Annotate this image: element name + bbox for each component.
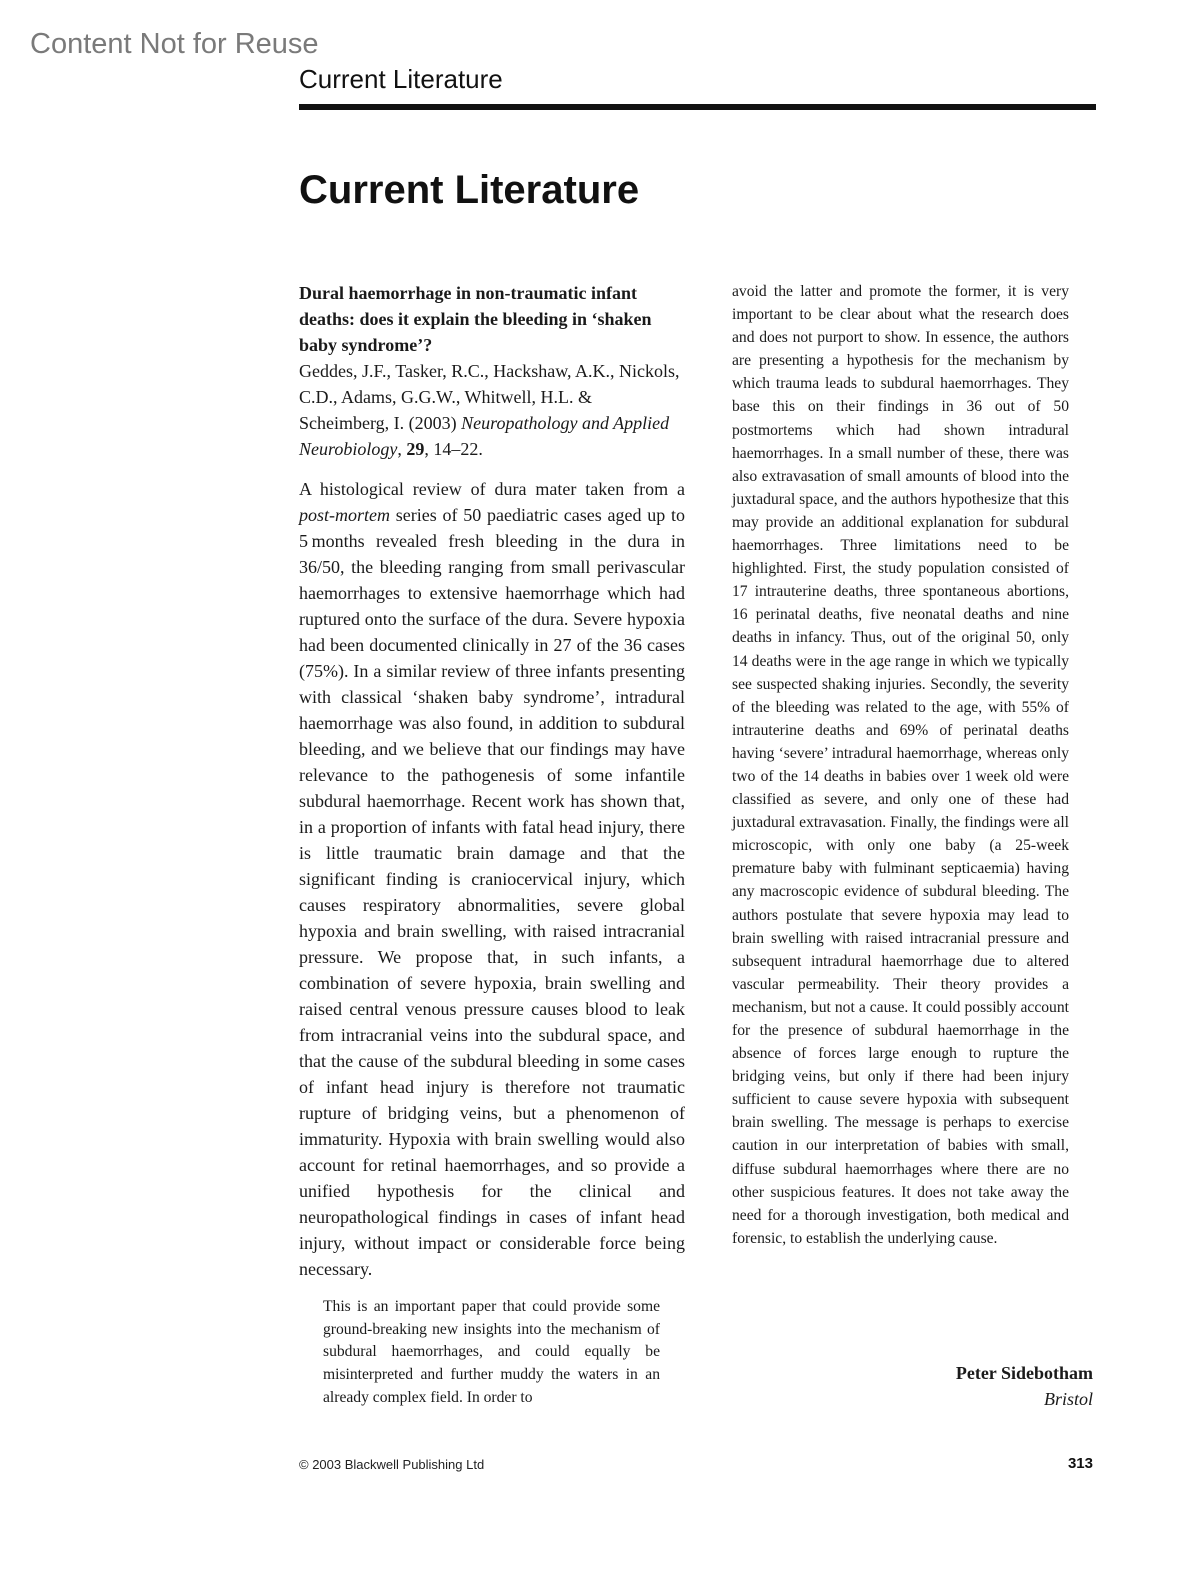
- citation-pages: , 14–22.: [424, 439, 483, 459]
- citation-journal: Neuropathology and Applied Neurobiology: [299, 413, 670, 459]
- reviewer-name: Peter Sidebotham: [955, 1363, 1093, 1383]
- abstract-text-rest: series of 50 paediatric cases aged up to 5 months revealed fresh bleeding in the dura in 36/50, the bleeding ranging from small perivascular haemorrhages to extensive haemorrhage which had ruptured onto the surface of the dura. Severe hypoxia had been documented clinically in 27 of the 36 cases (75%). In a similar review of three infants presenting with classical ‘shaken baby syndrome’, intradural haemorrhage was also found, in addition to subdural bleeding, and we believe that our findings may have relevance to the pathogenesis of some infantile subdural haemorrhage. Recent work has shown that, in a proportion of infants with fatal head injury, there is little traumatic brain damage and that the significant finding is craniocervical injury, which causes respiratory abnormalities, severe global hypoxia and brain swelling, with raised intracranial pressure. We propose that, in such infants, a combination of severe hypoxia, brain swelling and raised central venous pressure causes blood to leak from intracranial veins into the subdural space, and that the cause of the subdural bleeding in some cases of infant head injury is therefore not traumatic rupture of bridging veins, but a phenomenon of immaturity. Hypoxia with brain swelling would also account for retinal haemorrhages, and so provide a unified hypothesis for the clinical and neuropathological findings in cases of infant head injury, without impact or considerable force being necessary.: [299, 505, 685, 1279]
- reviewer-signature: [956, 1360, 1093, 1412]
- citation-volume: 29: [406, 439, 425, 459]
- reviewer-place: Bristol: [1043, 1389, 1093, 1409]
- article-abstract: [299, 476, 685, 1282]
- watermark: Content Not for Reuse: [30, 28, 319, 60]
- citation: Geddes, J.F., Tasker, R.C., Hackshaw, A.K., Nickols, C.D., Adams, G.G.W., Whitwell, H.L. & Scheimberg, I. (2003) Neuropathology and Applied Neurobiology, 29, 14–22.: [299, 361, 680, 459]
- abstract-italic-term: post-mortem: [299, 505, 390, 525]
- abstract-text-start: A histological review of dura mater taken from a: [299, 479, 685, 499]
- right-column: [732, 280, 1069, 1250]
- citation-authors: Geddes, J.F., Tasker, R.C., Hackshaw, A.K., Nickols, C.D., Adams, G.G.W., Whitwell, H.L. & Scheimberg, I. (2003): [299, 361, 680, 433]
- left-column: [299, 280, 685, 1410]
- commentary-part-1: This is an important paper that could provide some ground-breaking new insights into the mechanism of subdural haemorrhages, and could equally be misinterpreted and further muddy the waters in an already complex field. In order to: [323, 1298, 660, 1406]
- footer-copyright: © 2003 Blackwell Publishing Ltd: [299, 1457, 485, 1472]
- page-number: 313: [1067, 1455, 1093, 1472]
- page-title: Current Literature: [299, 168, 640, 212]
- header-rule: [299, 104, 1096, 110]
- commentary-part-2: avoid the latter and promote the former, it is very important to be clear about what the research does and does not purport to show. In essence, the authors are presenting a hypothesis for the mechanism by which trauma leads to subdural haemorrhages. They base this on their findings in 36 out of 50 postmortems which had shown intradural haemorrhages. In a small number of these, there was also extravasation of small amounts of blood into the juxtadural space, and the authors hypothesize that this may provide an additional explanation for subdural haemorrhages. Three limitations need to be highlighted. First, the study population consisted of 17 intrauterine deaths, three spontaneous abortions, 16 perinatal deaths, five neonatal deaths and nine deaths in infancy. Thus, out of the original 50, only 14 deaths were in the age range in which we typically see suspected shaking injuries. Secondly, the severity of the bleeding was related to the age, with 55% of intrauterine deaths and 69% of perinatal deaths having ‘severe’ intradural haemorrhage, whereas only two of the 14 deaths in babies over 1 week old were classified as severe, and only one of these had juxtadural extravasation. Finally, the findings were all microscopic, with only one baby (a 25-week premature baby with fulminant septicaemia) having any macroscopic evidence of subdural bleeding. The authors postulate that severe hypoxia may lead to brain swelling with raised intracranial pressure and subsequent intradural haemorrhage due to altered vascular permeability. Their theory provides a mechanism, but not a cause. It could possibly account for the presence of subdural haemorrhage in the absence of forces large enough to rupture the bridging veins, but only if there had been injury sufficient to cause severe hypoxia with subsequent brain swelling. The message is perhaps to exercise caution in our interpretation of babies with small, diffuse subdural haemorrhages where there are no other suspicious features. It does not take away the need for a thorough investigation, both medical and forensic, to establish the underlying cause.: [732, 283, 1069, 1247]
- article-title: Dural haemorrhage in non-traumatic infant deaths: does it explain the bleeding in ‘shaken baby syndrome’?: [299, 283, 652, 355]
- running-head: Current Literature: [299, 64, 503, 94]
